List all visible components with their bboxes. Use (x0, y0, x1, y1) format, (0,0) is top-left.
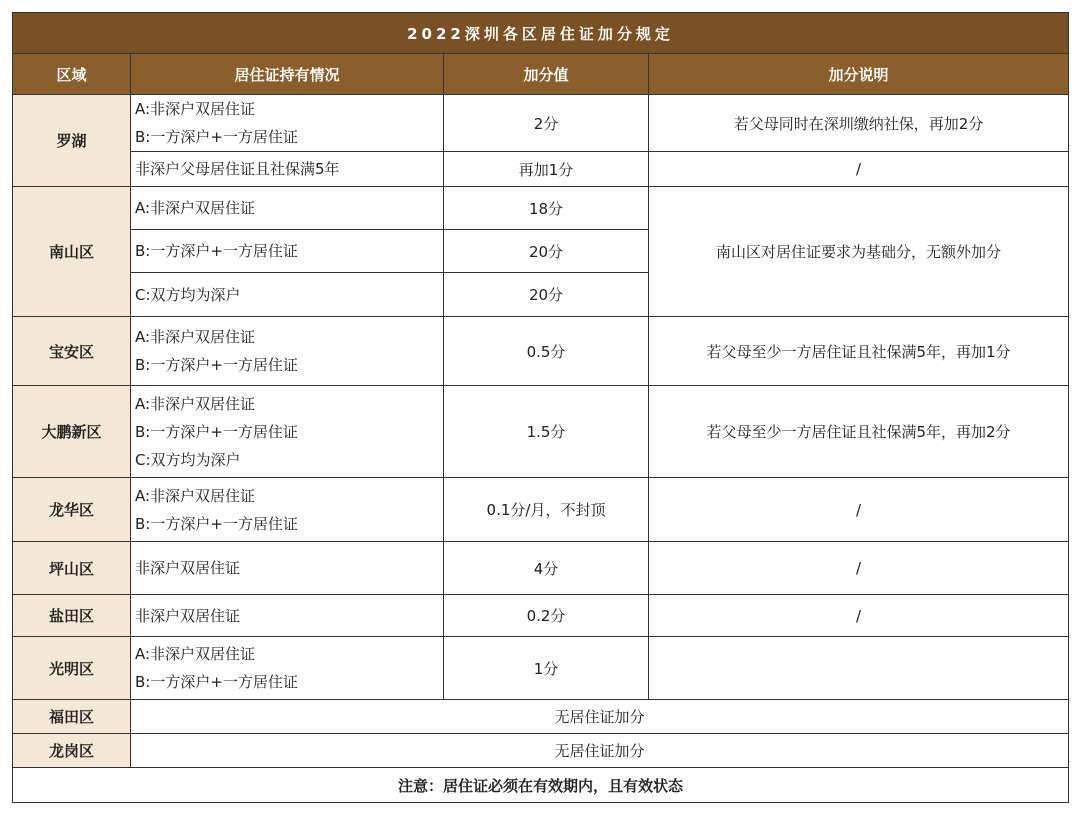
description-cell: 若父母同时在深圳缴纳社保，再加2分 (649, 95, 1069, 152)
region-pingshan: 坪山区 (13, 542, 131, 595)
table-row (13, 95, 1069, 152)
condition-line: A:非深户双居住证 (135, 100, 256, 118)
value-cell: 1分 (444, 637, 649, 700)
description-cell: / (649, 478, 1069, 542)
table-row (13, 637, 1069, 700)
value-cell: 20分 (444, 230, 649, 273)
table-wrapper (12, 12, 1068, 803)
table-row (13, 734, 1069, 768)
title-row (13, 13, 1069, 54)
value-cell: 0.1分/月，不封顶 (444, 478, 649, 542)
condition-line: B:一方深户+一方居住证 (135, 422, 298, 441)
header-value: 加分值 (444, 54, 649, 95)
header-region: 区域 (13, 54, 131, 95)
description-cell: 若父母至少一方居住证且社保满5年，再加2分 (649, 386, 1069, 478)
footer-note: 注意：居住证必须在有效期内，且有效状态 (13, 768, 1069, 803)
condition-line: A:非深户双居住证 (135, 328, 256, 346)
region-luohu: 罗湖 (13, 95, 131, 187)
condition-cell (131, 386, 444, 478)
condition-line: A:非深户双居住证 (135, 645, 256, 663)
no-points-cell: 无居住证加分 (131, 734, 1069, 768)
region-longhua: 龙华区 (13, 478, 131, 542)
value-cell: 再加1分 (444, 152, 649, 187)
condition-cell (131, 317, 444, 386)
description-cell: / (649, 595, 1069, 637)
condition-cell: B:一方深户+一方居住证 (131, 230, 444, 273)
region-yantian: 盐田区 (13, 595, 131, 637)
value-cell: 0.2分 (444, 595, 649, 637)
table-row (13, 386, 1069, 478)
condition-cell: A:非深户双居住证 (131, 187, 444, 230)
condition-line: B:一方深户+一方居住证 (135, 356, 298, 374)
header-row (13, 54, 1069, 95)
header-description: 加分说明 (649, 54, 1069, 95)
table-row (13, 152, 1069, 187)
region-guangming: 光明区 (13, 637, 131, 700)
region-nanshan: 南山区 (13, 187, 131, 317)
condition-cell (131, 95, 444, 152)
description-cell: 南山区对居住证要求为基础分，无额外加分 (649, 187, 1069, 317)
region-baoan: 宝安区 (13, 317, 131, 386)
condition-line: B:一方深户+一方居住证 (135, 514, 298, 533)
condition-cell (131, 637, 444, 700)
condition-line: C:双方均为深户 (135, 450, 241, 469)
table-row (13, 317, 1069, 386)
table-row (13, 700, 1069, 734)
region-futian: 福田区 (13, 700, 131, 734)
value-cell: 4分 (444, 542, 649, 595)
description-cell: / (649, 542, 1069, 595)
table-row (13, 478, 1069, 542)
condition-line: A:非深户双居住证 (135, 394, 256, 413)
condition-line: B:一方深户+一方居住证 (135, 673, 298, 691)
points-table (12, 12, 1069, 803)
description-cell: 若父母至少一方居住证且社保满5年，再加1分 (649, 317, 1069, 386)
note-row (13, 768, 1069, 803)
condition-cell: 非深户双居住证 (131, 595, 444, 637)
condition-line: A:非深户双居住证 (135, 486, 256, 505)
value-cell: 1.5分 (444, 386, 649, 478)
table-title: 2022深圳各区居住证加分规定 (13, 13, 1069, 54)
header-condition: 居住证持有情况 (131, 54, 444, 95)
condition-cell: 非深户父母居住证且社保满5年 (131, 152, 444, 187)
condition-cell: 非深户双居住证 (131, 542, 444, 595)
condition-cell: C:双方均为深户 (131, 273, 444, 317)
table-row (13, 542, 1069, 595)
table-row (13, 595, 1069, 637)
condition-line: B:一方深户+一方居住证 (135, 128, 298, 146)
region-dapeng: 大鹏新区 (13, 386, 131, 478)
value-cell: 18分 (444, 187, 649, 230)
value-cell: 0.5分 (444, 317, 649, 386)
value-cell: 2分 (444, 95, 649, 152)
region-longgang: 龙岗区 (13, 734, 131, 768)
description-cell (649, 637, 1069, 700)
condition-cell (131, 478, 444, 542)
value-cell: 20分 (444, 273, 649, 317)
no-points-cell: 无居住证加分 (131, 700, 1069, 734)
table-row (13, 187, 1069, 230)
description-cell: / (649, 152, 1069, 187)
